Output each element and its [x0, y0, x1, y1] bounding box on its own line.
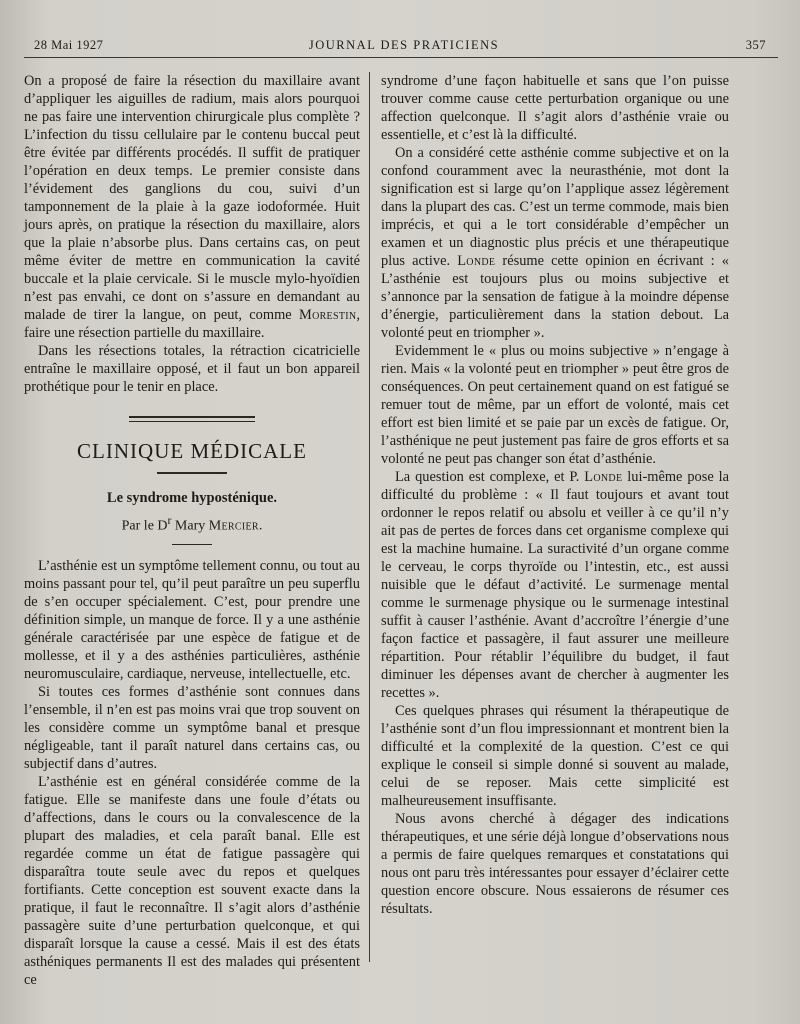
paragraph: L’asthénie est en général considérée comme de la fatigue. Elle se manifeste dans une foule d’états ou d’affections, dans le cours ou la convalescence de la plupart des maladies, et cela paraît banal. Elle est regardée comme un état de fatigue passagère qui disparaîtra toute seule avec du repos et quelques fortifiants. Cette conception est souvent exacte dans la pratique, il faut le reconnaître. Il s’agit alors d’asthénie passagère suite d’une perturbation quelconque, et qui disparaît lorsque la cause a cessé. Mais il est des états asthéniques permanents Il est des malades qui présentent ce: [24, 773, 360, 988]
header-date: 28 Mai 1927: [34, 38, 104, 52]
running-header: [28, 36, 780, 56]
article-title: Le syndrome hyposténique.: [106, 490, 278, 506]
page-number: 357: [745, 38, 766, 52]
byline-first-name: Mary: [171, 518, 209, 534]
author-name-morestin: Morestin: [298, 307, 357, 323]
byline-sup: r: [167, 514, 172, 527]
byline-last-name: Mercier: [208, 518, 259, 534]
byline-prefix: Par le D: [121, 518, 168, 534]
paragraph: syndrome d’une façon habituelle et sans que l’on puisse trouver comme cause cette perturbation organique ou une affection quelconque. Il s’agit alors d’asthénie vraie ou essentielle, et c’est là la difficulté.: [381, 73, 729, 143]
left-column: [24, 72, 360, 989]
paragraph: Dans les résections totales, la rétraction cicatricielle entraîne le maxillaire opposé, et il faut un bon appareil prothétique pour le tenir en place.: [24, 343, 360, 395]
paragraph: Nous avons cherché à dégager des indications thérapeutiques, et une série déjà longue d’observations nous a permis de faire quelques remarques et constatations qui nous ont paru très intéressantes pour essayer d’éclairer cette question encore obscure. Nous essaierons de résumer ces résultats.: [381, 811, 729, 917]
byline-end: .: [258, 518, 263, 534]
paragraph: [381, 468, 729, 702]
paragraph-text: On a proposé de faire la résection du maxillaire avant d’appliquer les aiguilles de radium, mais alors pourquoi ne pas faire une intervention chirurgicale plus complète ? L’infection du tissu cellulaire par le contenu buccal peut être évitée par différents procédés. Il suffit de pratiquer l’opération en deux temps. Le premier consiste dans l’évidement des ganglions du cou, suivi d’un tamponnement de la plaie à la gaze iodoformée. Huit jours après, on pratique la résection du maxillaire, alors que la plaie n’absorbe plus. Dans certains cas, on peut même éviter de mettre en communication la cavité buccale et la plaie cervicale. Si le muscle mylo-hyoïdien n’est pas envahi, ce dont on s’assure en demandant au malade de tirer la langue, on peut, comme: [24, 73, 360, 323]
paragraph-text: La question est complexe, et P.: [395, 469, 585, 485]
section-title-rule: [157, 472, 227, 474]
paragraph-text: résume cette opinion en écrivant : « L’asthénie est toujours plus ou moins subjective et s’annonce par la sensation de fatigue à la moindre dépense d’énergie, particulièrement dans la station debout. La volonté peut en triompher ».: [381, 253, 729, 341]
section-separator: [129, 416, 255, 422]
paragraph: Si toutes ces formes d’asthénie sont connues dans l’ensemble, il n’en est pas moins vrai que trop souvent on les considère comme un symptôme banal et presque négligeable, tant il paraît naturel dans certains cas, ou subjectif dans d’autres.: [24, 683, 360, 772]
author-name-londe: Londe: [457, 253, 496, 269]
byline: [24, 512, 360, 536]
column-divider: [369, 72, 370, 962]
byline-rule: [172, 544, 212, 545]
paragraph: L’asthénie est un symptôme tellement connu, ou tout au moins passant pour tel, qu’il peut paraître un peu superflu de s’en occuper spécialement. C’est, pour prendre une définition simple, un manque de force. Il y a une asthénie générale caractérisée par une espèce de fatigue et de mollesse, et il y a des asthénies particulières, asthénie neuromusculaire, cardiaque, nerveuse, intellectuelle, etc.: [24, 557, 360, 682]
paragraph: Ces quelques phrases qui résument la thérapeutique de l’asthénie sont d’un flou impressionnant et montrent bien la difficulté et la complexité de la question. C’est ce qui explique le conseil si simple donné si souvent au malade, celui de se reposer. Mais cette simplicité est malheureusement insuffisante.: [381, 703, 729, 809]
paragraph: [381, 144, 729, 342]
paragraph: Evidemment le « plus ou moins subjective » n’engage à rien. Mais « la volonté peut en triompher » peut être gros de conséquences. On peut certainement quand on est fatigué se remuer tout de même, par un effort de volonté, mais cet effort est bien limité et se paie par un excès de fatigue. Or, l’asthénique ne peut justement pas faire de gros efforts et sa volonté ne peut pas changer son état d’asthénie.: [381, 343, 729, 467]
author-name-londe: Londe: [584, 469, 623, 485]
header-rule: [24, 57, 778, 58]
paragraph: [24, 72, 360, 342]
paragraph-text: On a considéré cette asthénie comme subjective et on la confond couramment avec la neurasthénie, mot dont la signification est si large qu’on l’applique assez légèrement dans la plupart des cas. C’est un terme commode, mais bien imprécis, et qui a le tort considérable d’empêcher un examen et un diagnostic plus précis et une thérapeutique plus active.: [381, 145, 729, 269]
paragraph-text: , faire une résection partielle du maxillaire.: [24, 307, 360, 341]
paragraph-text: lui-même pose la difficulté du problème : « Il faut toujours et avant tout ordonner le repos relatif ou absolu et veiller à ce qu’il n’y ait pas de pertes de forces dans cet organisme complexe qui est la machine humaine. La suractivité d’un organe comme le cerveau, le corps thyroïde ou l’intestin, etc., est aussi nuisible que le défaut d’activité. Le surmenage mental comme le surmenage physique ou le surmenage intestinal suffit à causer l’asthénie. Avant d’accroître l’énergie d’une façon factice et passagère, il faut assurer une meilleure répartition. Pour rétablir l’équilibre du budget, il faut diminuer les dépenses avant de chercher à augmenter les recettes ».: [381, 469, 729, 701]
section-title: CLINIQUE MÉDICALE: [77, 439, 307, 463]
journal-title: JOURNAL DES PRATICIENS: [308, 38, 500, 52]
right-column: [381, 72, 729, 918]
